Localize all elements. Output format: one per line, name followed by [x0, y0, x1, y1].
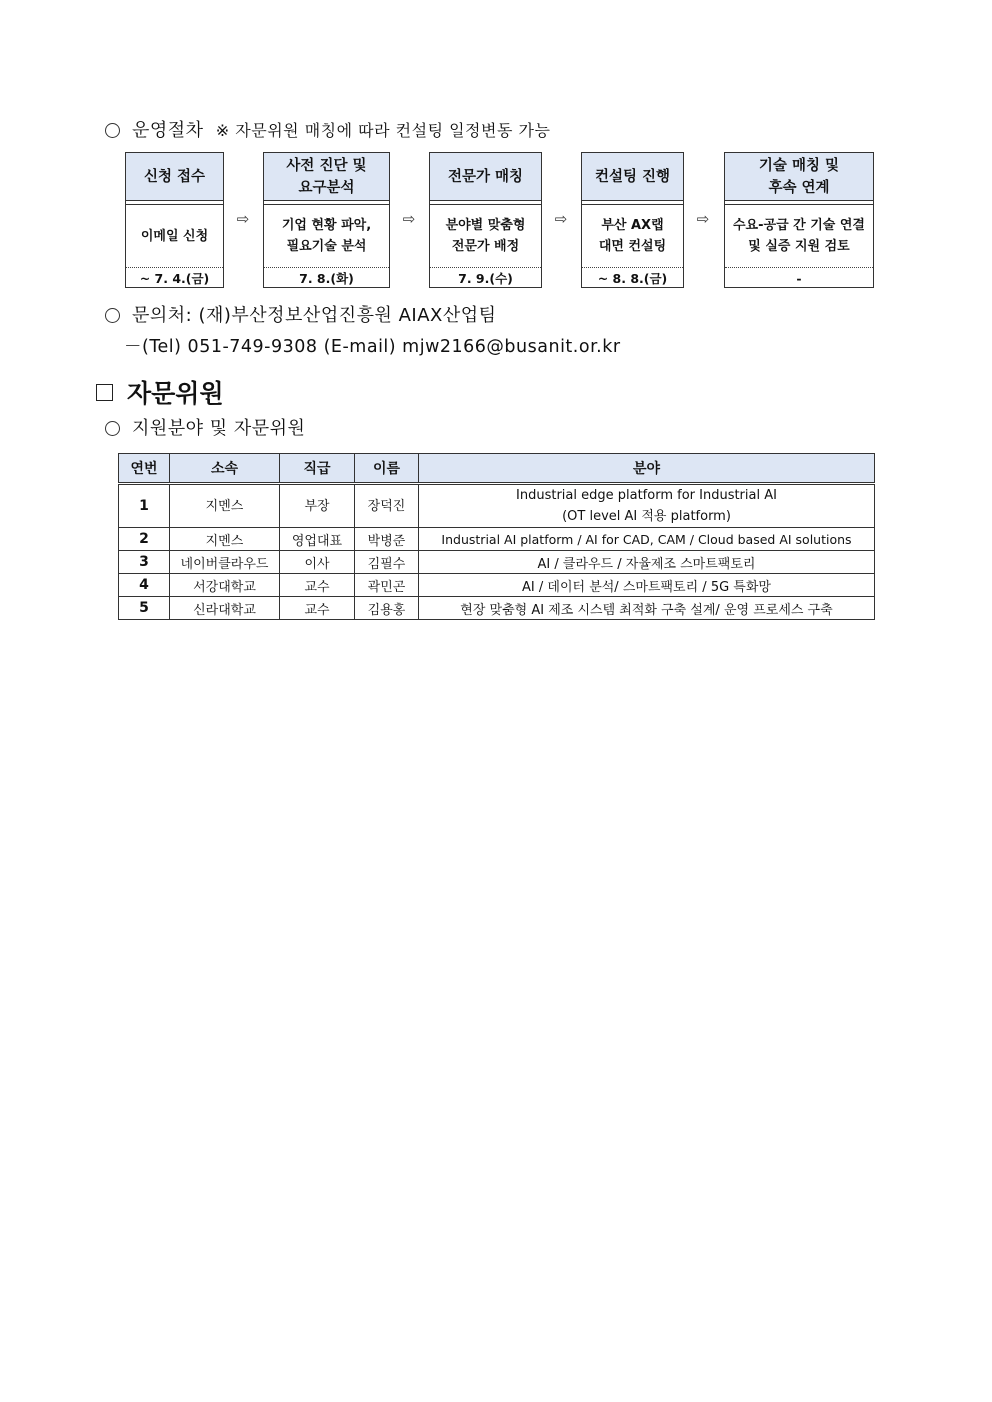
square-bullet-icon [96, 384, 113, 401]
procedure-title: 운영절차 [132, 120, 204, 141]
contact-detail: －(Tel) 051-749-9308 (E-mail) mjw2166@busanit.or.kr [124, 337, 621, 357]
cell-field [419, 484, 875, 528]
table-row [119, 528, 875, 551]
procedure-note: ※ 자문위원 매칭에 따라 컨설팅 일정변동 가능 [215, 121, 551, 140]
col-header-no: 연번 [119, 454, 170, 484]
table-row [119, 551, 875, 574]
cell-no: 3 [119, 551, 170, 574]
step-5-body-line2: 및 실증 지원 검토 [748, 239, 850, 254]
step-1 [125, 152, 224, 288]
step-1-head-text: 신청 접수 [143, 168, 206, 185]
cell-field-line2: (OT level AI 적용 platform) [562, 509, 731, 524]
step-1-date: ~ 7. 4.(금) [139, 271, 210, 286]
col-header-name: 이름 [355, 454, 419, 484]
cell-field: AI / 데이터 분석/ 스마트팩토리 / 5G 특화망 [419, 574, 875, 597]
contact-title: 문의처: (재)부산정보산업진흥원 AIAX산업팀 [132, 305, 497, 326]
step-3-date: 7. 9.(수) [458, 271, 513, 286]
cell-name: 김용홍 [355, 597, 419, 620]
cell-no: 5 [119, 597, 170, 620]
step-4-date: ~ 8. 8.(금) [597, 271, 668, 286]
cell-rank: 이사 [280, 551, 355, 574]
advisors-table [118, 453, 875, 620]
cell-org: 지멘스 [170, 528, 280, 551]
step-4 [581, 152, 684, 288]
step-5-head-line2: 후속 연계 [768, 179, 830, 196]
col-header-org: 소속 [170, 454, 280, 484]
step-1-body-text: 이메일 신청 [140, 228, 209, 244]
cell-rank: 교수 [280, 597, 355, 620]
cell-rank: 교수 [280, 574, 355, 597]
step-5-body [725, 205, 873, 268]
cell-org: 서강대학교 [170, 574, 280, 597]
step-2-body-line2: 필요기술 분석 [286, 239, 367, 254]
step-1-head [126, 153, 223, 201]
step-4-head [582, 153, 683, 201]
arrow-right-icon: ⇨ [696, 210, 710, 228]
step-5-body-line1: 수요-공급 간 기술 연결 [733, 218, 865, 233]
cell-org: 신라대학교 [170, 597, 280, 620]
cell-field: AI / 클라우드 / 자율제조 스마트팩토리 [419, 551, 875, 574]
advisors-subtitle: 지원분야 및 자문위원 [132, 418, 306, 439]
step-2 [263, 152, 390, 288]
arrow-right-icon: ⇨ [402, 210, 416, 228]
circle-bullet-icon [105, 308, 120, 323]
arrow-right-icon: ⇨ [554, 210, 568, 228]
advisors-heading [105, 414, 305, 440]
cell-field: 현장 맞춤형 AI 제조 시스템 최적화 구축 설계/ 운영 프로세스 구축 [419, 597, 875, 620]
cell-rank: 부장 [280, 484, 355, 528]
step-4-body-line1: 부산 AX랩 [601, 218, 664, 233]
step-3-head-text: 전문가 매칭 [447, 168, 524, 185]
step-2-head [264, 153, 389, 201]
step-2-head-line1: 사전 진단 및 [286, 157, 367, 174]
cell-field-line1: Industrial edge platform for Industrial AI [516, 488, 777, 503]
step-5-head-line1: 기술 매칭 및 [758, 157, 840, 174]
section-title: 자문위원 [127, 379, 224, 408]
procedure-heading [105, 116, 550, 142]
table-header-row [119, 454, 875, 484]
step-5 [724, 152, 874, 288]
cell-name: 장덕진 [355, 484, 419, 528]
col-header-rank: 직급 [280, 454, 355, 484]
circle-bullet-icon [105, 123, 120, 138]
step-3-body-line1: 분야별 맞춤형 [445, 218, 526, 233]
contact-heading [105, 301, 497, 327]
cell-no: 2 [119, 528, 170, 551]
step-3 [429, 152, 542, 288]
col-header-field: 분야 [419, 454, 875, 484]
step-3-head [430, 153, 541, 201]
step-5-head [725, 153, 873, 201]
step-3-body [430, 205, 541, 268]
step-2-body-line1: 기업 현황 파악, [281, 218, 372, 233]
cell-field: Industrial AI platform / AI for CAD, CAM / Cloud based AI solutions [419, 528, 875, 551]
table-row [119, 484, 875, 528]
step-2-head-line2: 요구분석 [298, 179, 355, 196]
cell-org: 지멘스 [170, 484, 280, 528]
section-heading [96, 374, 224, 410]
cell-name: 곽민곤 [355, 574, 419, 597]
cell-name: 박병준 [355, 528, 419, 551]
circle-bullet-icon [105, 421, 120, 436]
cell-no: 1 [119, 484, 170, 528]
step-2-body [264, 205, 389, 268]
step-4-head-text: 컨설팅 진행 [594, 168, 671, 185]
cell-rank: 영업대표 [280, 528, 355, 551]
table-row [119, 597, 875, 620]
step-5-date: - [796, 270, 802, 286]
cell-org: 네이버클라우드 [170, 551, 280, 574]
cell-no: 4 [119, 574, 170, 597]
cell-name: 김필수 [355, 551, 419, 574]
step-1-body [126, 205, 223, 268]
step-2-date: 7. 8.(화) [299, 271, 354, 286]
table-row [119, 574, 875, 597]
step-4-body-line2: 대면 컨설팅 [598, 239, 667, 254]
step-4-body [582, 205, 683, 268]
arrow-right-icon: ⇨ [236, 210, 250, 228]
step-3-body-line2: 전문가 배정 [451, 239, 520, 254]
